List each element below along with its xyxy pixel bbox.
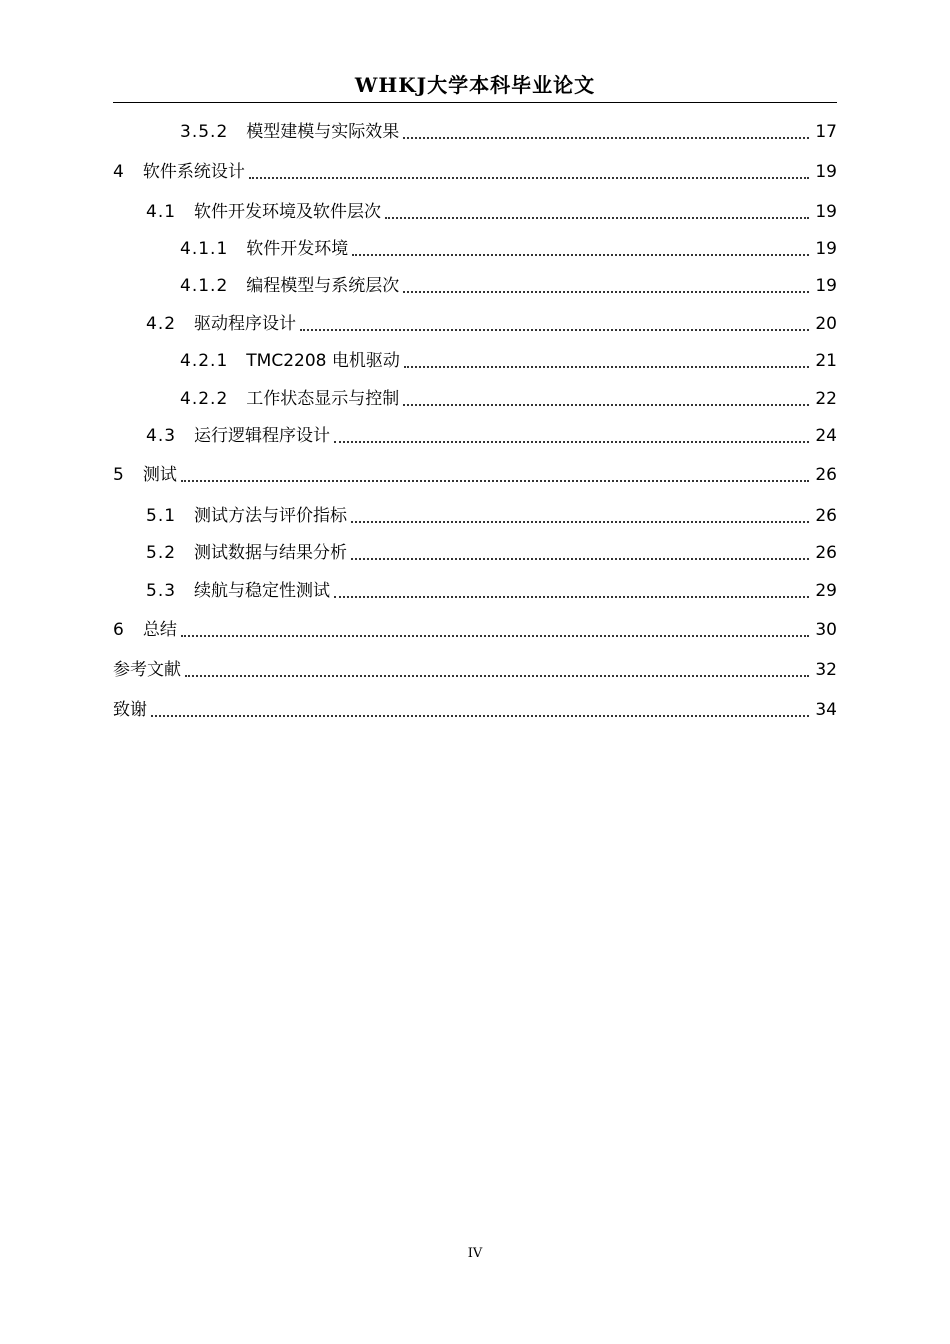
toc-entry-title: 编程模型与系统层次 — [246, 276, 400, 296]
toc-entry-title: TMC2208 电机驱动 — [246, 351, 400, 371]
toc-entry-number: 4.1.1 — [180, 239, 229, 259]
toc-entry-page: 21 — [815, 351, 837, 371]
toc-entry-page: 26 — [815, 465, 837, 485]
toc-entry-title: 测试 — [142, 465, 177, 485]
toc-entry-page: 17 — [815, 122, 837, 142]
toc-entry-title: 模型建模与实际效果 — [246, 122, 400, 142]
toc-entry-page: 30 — [815, 620, 837, 640]
toc-entry[interactable] — [113, 657, 837, 681]
toc-entry[interactable] — [113, 697, 837, 721]
toc-entry[interactable] — [146, 199, 837, 223]
toc-entry[interactable] — [113, 462, 837, 486]
toc-dot-leader — [385, 217, 809, 219]
toc-dot-leader — [404, 366, 809, 368]
toc-dot-leader — [151, 715, 809, 717]
toc-entry-title: 软件系统设计 — [142, 162, 245, 182]
toc-dot-leader — [181, 480, 809, 482]
toc-entry-title: 测试方法与评价指标 — [194, 506, 348, 526]
toc-dot-leader — [403, 137, 809, 139]
toc-entry-title: 工作状态显示与控制 — [246, 389, 400, 409]
toc-entry-number: 4.2 — [146, 314, 177, 334]
toc-entry-number: 4.1.2 — [180, 276, 229, 296]
toc-entry-page: 22 — [815, 389, 837, 409]
toc-entry-number: 6 — [113, 620, 125, 640]
toc-entry-title: 参考文献 — [113, 660, 181, 680]
toc-entry-title: 总结 — [142, 620, 177, 640]
toc-entry-title: 软件开发环境及软件层次 — [194, 202, 382, 222]
toc-entry-number: 4.2.2 — [180, 389, 229, 409]
toc-entry-title: 运行逻辑程序设计 — [194, 426, 331, 446]
toc-entry-number: 4.3 — [146, 426, 177, 446]
toc-entry[interactable] — [146, 311, 837, 335]
toc-entry[interactable] — [146, 578, 837, 602]
toc-entry-number: 3.5.2 — [180, 122, 229, 142]
toc-entry-title: 测试数据与结果分析 — [194, 543, 348, 563]
toc-entry-number: 4.2.1 — [180, 351, 229, 371]
toc-entry-number: 5.3 — [146, 581, 177, 601]
toc-entry-title: 驱动程序设计 — [194, 314, 297, 334]
page-number: IV — [467, 1246, 483, 1261]
toc-entry[interactable] — [180, 273, 837, 297]
toc-entry-page: 26 — [815, 506, 837, 526]
toc-entry-page: 19 — [815, 162, 837, 182]
toc-entry[interactable] — [113, 159, 837, 183]
toc-dot-leader — [403, 291, 809, 293]
toc-entry-title: 软件开发环境 — [246, 239, 349, 259]
toc-dot-leader — [334, 441, 809, 443]
toc-dot-leader — [181, 635, 809, 637]
toc-entry-page: 32 — [815, 660, 837, 680]
toc-dot-leader — [249, 177, 809, 179]
toc-entry-title: 续航与稳定性测试 — [194, 581, 331, 601]
toc-entry[interactable] — [180, 119, 837, 143]
toc-entry-page: 19 — [815, 202, 837, 222]
toc-entry-page: 19 — [815, 276, 837, 296]
toc-entry-number: 5.2 — [146, 543, 177, 563]
toc-entry-page: 34 — [815, 700, 837, 720]
toc-entry[interactable] — [180, 386, 837, 410]
toc-entry[interactable] — [180, 348, 837, 372]
toc-dot-leader — [334, 596, 809, 598]
toc-entry-page: 26 — [815, 543, 837, 563]
toc-entry[interactable] — [146, 423, 837, 447]
document-header: WHKJ大学本科毕业论文 — [354, 73, 596, 97]
toc-entry-page: 20 — [815, 314, 837, 334]
toc-dot-leader — [185, 675, 809, 677]
toc-dot-leader — [403, 404, 809, 406]
toc-entry-title: 致谢 — [113, 700, 147, 720]
toc-entry[interactable] — [113, 617, 837, 641]
toc-entry-number: 4 — [113, 162, 125, 182]
toc-dot-leader — [351, 558, 809, 560]
toc-entry-page: 29 — [815, 581, 837, 601]
toc-dot-leader — [351, 521, 809, 523]
toc-dot-leader — [300, 329, 809, 331]
toc-entry-number: 5.1 — [146, 506, 177, 526]
toc-entry[interactable] — [146, 540, 837, 564]
toc-entry-number: 5 — [113, 465, 125, 485]
toc-dot-leader — [352, 254, 809, 256]
toc-entry[interactable] — [146, 503, 837, 527]
toc-entry[interactable] — [180, 236, 837, 260]
toc-entry-page: 19 — [815, 239, 837, 259]
toc-entry-number: 4.1 — [146, 202, 177, 222]
toc-entry-page: 24 — [815, 426, 837, 446]
